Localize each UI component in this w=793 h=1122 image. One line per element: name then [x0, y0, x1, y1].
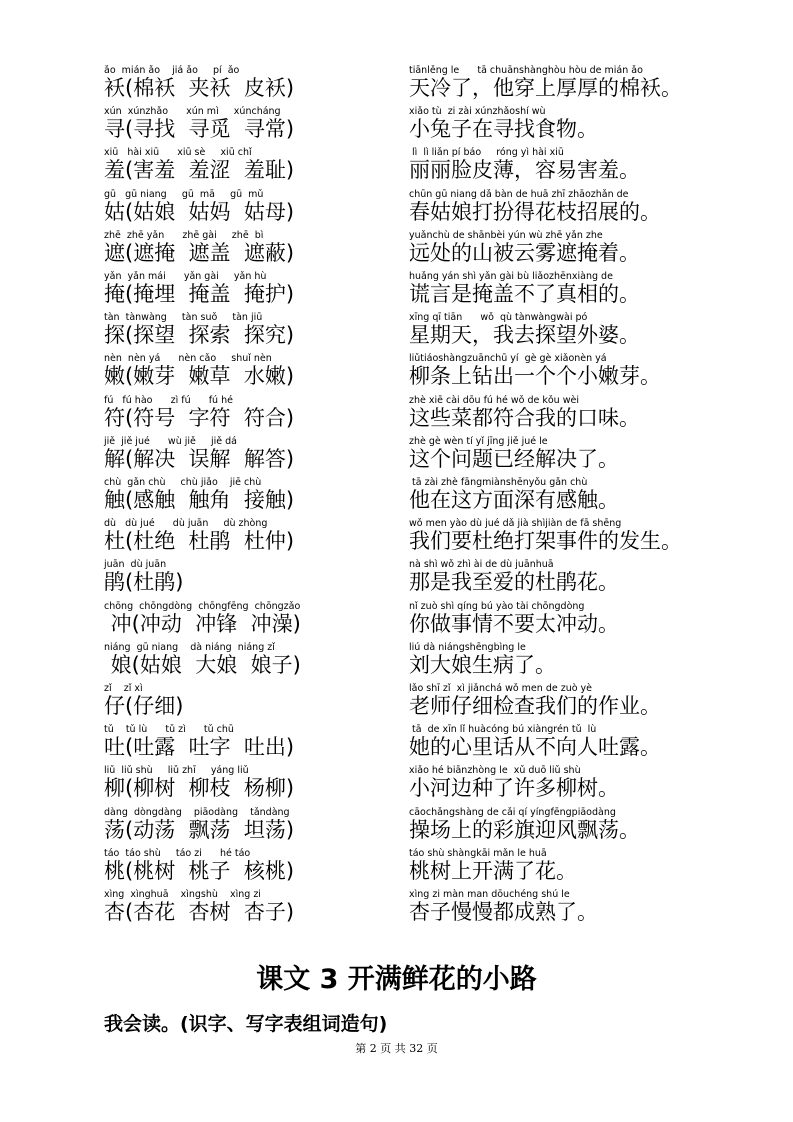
word-characters: 遮(遮掩 遮盖 遮蔽): [104, 240, 295, 265]
word-characters: 符(符号 字符 符合): [104, 405, 295, 430]
sentence-characters: 这个问题已经解决了。: [409, 446, 619, 471]
word-pinyin: nèn nèn yá nèn cǎo shuǐ nèn: [104, 353, 272, 365]
vocab-row: [0, 105, 793, 146]
vocab-row: [0, 352, 793, 393]
word-characters: 袄(棉袄 夹袄 皮袄): [104, 76, 295, 100]
sentence-pinyin: chūn gū niang dǎ bàn de huā zhī zhāozhǎn de: [409, 188, 629, 200]
vocab-row: [0, 476, 793, 517]
word-characters: 羞(害羞 羞涩 羞耻): [104, 158, 295, 183]
word-pinyin: liǔ liǔ shù liǔ zhī yáng liǔ: [104, 765, 249, 777]
sentence-characters: 我们要杜绝打架事件的发生。: [409, 529, 682, 554]
vocab-row: [0, 435, 793, 476]
example-sentence: [409, 105, 789, 146]
word-characters: 寻(寻找 寻觅 寻常): [104, 117, 295, 142]
word-group: [104, 723, 394, 764]
word-pinyin: zhē zhē yǎn zhē gài zhē bì: [104, 229, 264, 241]
sentence-characters: 老师仔细检查我们的作业。: [409, 694, 661, 718]
vocab-row: [0, 517, 793, 558]
vocab-row: [0, 888, 793, 929]
example-sentence: [409, 270, 789, 311]
sentence-pinyin: tā de xīn lǐ huàcóng bú xiàngrén tǔ lù: [409, 724, 597, 736]
example-sentence: [409, 641, 789, 682]
example-sentence: [409, 64, 789, 105]
vocab-row: [0, 847, 793, 888]
sentence-characters: 她的心里话从不向人吐露。: [409, 735, 661, 760]
word-group: [104, 682, 394, 723]
vocab-row: [0, 64, 793, 105]
sentence-characters: 这些菜都符合我的口味。: [409, 405, 640, 430]
lesson-title: 课文 3 开满鲜花的小路: [256, 964, 537, 995]
word-characters: 冲(冲动 冲锋 冲澡): [104, 611, 301, 636]
vocab-row: [0, 270, 793, 311]
word-group: [104, 641, 394, 682]
word-group: [104, 229, 394, 270]
word-pinyin: tǔ tǔ lù tǔ zì tǔ chū: [104, 724, 234, 736]
word-pinyin: chōng chōngdòng chōngfēng chōngzǎo: [104, 600, 301, 612]
example-sentence: [409, 600, 789, 641]
vocab-row: [0, 600, 793, 641]
sentence-pinyin: lì lì liǎn pí báo róng yì hài xiū: [409, 147, 564, 159]
word-pinyin: tàn tànwàng tàn suǒ tàn jiū: [104, 312, 263, 324]
word-group: [104, 764, 394, 805]
example-sentence: [409, 394, 789, 435]
sentence-pinyin: zhè xiē cài dōu fú hé wǒ de kǒu wèi: [409, 394, 579, 406]
example-sentence: [409, 229, 789, 270]
sentence-pinyin: xiǎo hé biānzhòng le xǔ duō liǔ shù: [409, 765, 581, 777]
sentence-characters: 他在这方面深有感触。: [409, 488, 619, 512]
word-characters: 嫩(嫩芽 嫩草 水嫩): [104, 364, 295, 389]
word-group: [104, 806, 394, 847]
example-sentence: [409, 723, 789, 764]
word-characters: 掩(掩埋 掩盖 掩护): [104, 282, 295, 306]
sentence-characters: 那是我至爱的杜鹃花。: [409, 570, 619, 595]
example-sentence: [409, 682, 789, 723]
word-group: [104, 558, 394, 599]
word-characters: 探(探望 探索 探究): [104, 323, 295, 348]
word-characters: 仔(仔细): [104, 694, 184, 718]
sentence-pinyin: nà shì wǒ zhì ài de dù juānhuā: [409, 559, 554, 571]
vocab-row: [0, 558, 793, 599]
word-pinyin: táo táo shù táo zi hé táo: [104, 847, 251, 859]
sentence-pinyin: wǒ men yào dù jué dǎ jià shìjiàn de fā shēng: [409, 518, 622, 530]
word-pinyin: gū gū niang gū mā gū mǔ: [104, 188, 264, 200]
vocab-row: [0, 394, 793, 435]
word-characters: 杜(杜绝 杜鹃 杜仲): [104, 529, 295, 554]
sentence-characters: 谎言是掩盖不了真相的。: [409, 282, 640, 306]
example-sentence: [409, 311, 789, 352]
word-group: [104, 352, 394, 393]
word-characters: 柳(柳树 柳枝 杨柳): [104, 776, 295, 801]
example-sentence: [409, 435, 789, 476]
word-pinyin: chù gǎn chù chù jiǎo jiē chù: [104, 477, 262, 488]
word-pinyin: xiū hài xiū xiū sè xiū chǐ: [104, 147, 252, 159]
example-sentence: [409, 764, 789, 805]
vocab-row: [0, 311, 793, 352]
word-pinyin: zǐ zǐ xì: [104, 683, 143, 694]
word-characters: 吐(吐露 吐字 吐出): [104, 735, 295, 760]
sentence-pinyin: liǔtiáoshàngzuānchū yí gè gè xiǎonèn yá: [409, 353, 607, 365]
sentence-characters: 远处的山被云雾遮掩着。: [409, 240, 640, 265]
example-sentence: [409, 888, 789, 929]
sentence-pinyin: xīng qī tiān wǒ qù tànwàngwài pó: [409, 312, 588, 324]
sentence-characters: 桃树上开满了花。: [409, 858, 577, 883]
word-characters: 触(感触 触角 接触): [104, 488, 295, 512]
sentence-pinyin: tā zài zhè fāngmiànshēnyǒu gǎn chù: [409, 477, 588, 488]
word-group: [104, 476, 394, 517]
word-pinyin: jiě jiě jué wù jiě jiě dá: [104, 435, 237, 447]
word-group: [104, 600, 394, 641]
word-group: [104, 847, 394, 888]
vocab-row: [0, 764, 793, 805]
sentence-characters: 柳条上钻出一个个小嫩芽。: [409, 364, 661, 389]
word-pinyin: niáng gū niang dà niáng niáng zǐ: [104, 641, 275, 653]
sentence-pinyin: tiānlěng le tā chuānshànghòu hòu de mián ǎo: [409, 65, 643, 76]
example-sentence: [409, 558, 789, 599]
word-group: [104, 105, 394, 146]
sentence-pinyin: lǎo shī zǐ xì jiǎnchá wǒ men de zuò yè: [409, 683, 593, 694]
word-characters: 荡(动荡 飘荡 坦荡): [104, 817, 295, 842]
word-group: [104, 146, 394, 187]
word-pinyin: xún xúnzhǎo xún mì xúncháng: [104, 106, 281, 118]
sentence-pinyin: huǎng yán shì yǎn gài bù liǎozhēnxiàng de: [409, 271, 613, 282]
vocab-row: [0, 229, 793, 270]
vocab-row: [0, 682, 793, 723]
word-pinyin: yǎn yǎn mái yǎn gài yǎn hù: [104, 271, 267, 282]
sentence-characters: 星期天，我去探望外婆。: [409, 323, 640, 348]
sentence-pinyin: xìng zi màn man dōuchéng shú le: [409, 889, 570, 900]
example-sentence: [409, 847, 789, 888]
word-group: [104, 188, 394, 229]
sentence-pinyin: cāochǎngshàng de cǎi qí yíngfēngpiāodàng: [409, 806, 616, 818]
sentence-pinyin: xiǎo tù zi zài xúnzhǎoshí wù: [409, 106, 546, 118]
word-pinyin: xìng xìnghuā xìngshù xìng zi: [104, 889, 261, 900]
sentence-characters: 杏子慢慢都成熟了。: [409, 900, 598, 924]
vocab-row: [0, 806, 793, 847]
example-sentence: [409, 476, 789, 517]
vocab-row: [0, 723, 793, 764]
word-pinyin: ǎo mián ǎo jiá ǎo pí ǎo: [104, 65, 240, 76]
example-sentence: [409, 146, 789, 187]
sentence-pinyin: liú dà niángshēngbìng le: [409, 641, 526, 653]
sentence-characters: 小河边种了许多柳树。: [409, 776, 619, 801]
sentence-characters: 操场上的彩旗迎风飘荡。: [409, 817, 640, 842]
word-group: [104, 517, 394, 558]
word-characters: 娘(姑娘 大娘 娘子): [104, 652, 301, 677]
sentence-pinyin: táo shù shàngkāi mǎn le huā: [409, 847, 547, 859]
word-group: [104, 394, 394, 435]
sentence-characters: 丽丽脸皮薄，容易害羞。: [409, 158, 640, 183]
word-group: [104, 311, 394, 352]
sentence-pinyin: yuǎnchù de shānbèi yún wù zhē yǎn zhe: [409, 229, 603, 241]
word-pinyin: fú fú hào zì fú fú hé: [104, 394, 233, 406]
word-group: [104, 435, 394, 476]
example-sentence: [409, 352, 789, 393]
sentence-characters: 你做事情不要太冲动。: [409, 611, 619, 636]
sentence-characters: 春姑娘打扮得花枝招展的。: [409, 199, 661, 224]
vocab-row: [0, 188, 793, 229]
word-group: [104, 888, 394, 929]
sentence-pinyin: zhè gè wèn tí yǐ jīng jiě jué le: [409, 435, 548, 447]
word-characters: 鹃(杜鹃): [104, 570, 184, 595]
word-pinyin: juān dù juān: [104, 559, 167, 571]
vocab-row: [0, 641, 793, 682]
page-footer: 第 2 页 共 32 页: [355, 1042, 438, 1055]
sentence-pinyin: nǐ zuò shì qíng bú yào tài chōngdòng: [409, 600, 585, 612]
word-characters: 桃(桃树 桃子 核桃): [104, 858, 295, 883]
word-characters: 姑(姑娘 姑妈 姑母): [104, 199, 295, 224]
instruction-heading: 我会读。(识字、写字表组词造句): [104, 1013, 388, 1035]
word-pinyin: dù dù jué dù juān dù zhòng: [104, 518, 268, 530]
sentence-characters: 天冷了，他穿上厚厚的棉袄。: [409, 76, 682, 100]
word-characters: 杏(杏花 杏树 杏子): [104, 900, 295, 924]
word-characters: 解(解决 误解 解答): [104, 446, 295, 471]
vocab-row: [0, 146, 793, 187]
word-group: [104, 270, 394, 311]
example-sentence: [409, 806, 789, 847]
sentence-characters: 刘大娘生病了。: [409, 652, 556, 677]
example-sentence: [409, 517, 789, 558]
word-group: [104, 64, 394, 105]
example-sentence: [409, 188, 789, 229]
sentence-characters: 小兔子在寻找食物。: [409, 117, 598, 142]
word-pinyin: dàng dòngdàng piāodàng tǎndàng: [104, 806, 290, 818]
